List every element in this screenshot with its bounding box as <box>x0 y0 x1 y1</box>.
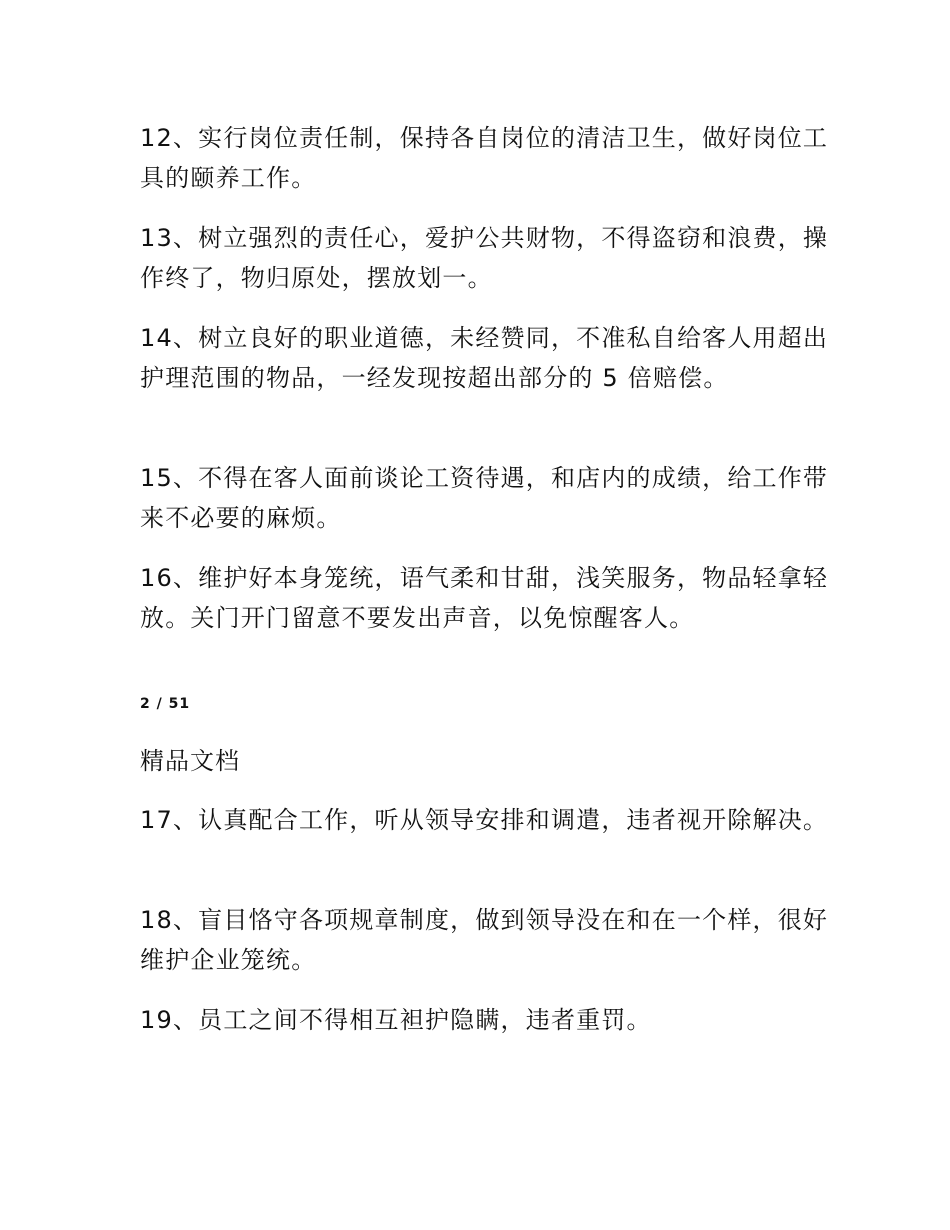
paragraph-13: 13、树立强烈的责任心，爱护公共财物，不得盗窃和浪费，操作终了，物归原处，摆放划一。 <box>140 224 829 292</box>
paragraph-18: 18、盲目恪守各项规章制度，做到领导没在和在一个样，很好维护企业笼统。 <box>140 906 829 974</box>
paragraph-14: 14、树立良好的职业道德，未经赞同，不准私自给客人用超出护理范围的物品，一经发现按超出部分的 5 倍赔偿。 <box>140 324 829 392</box>
page-number: 2 / 51 <box>140 696 191 712</box>
paragraph-12: 12、实行岗位责任制，保持各自岗位的清洁卫生，做好岗位工具的颐养工作。 <box>140 124 829 192</box>
paragraph-19: 19、员工之间不得相互袒护隐瞒，违者重罚。 <box>140 1006 652 1034</box>
paragraph-15: 15、不得在客人面前谈论工资待遇，和店内的成绩，给工作带来不必要的麻烦。 <box>140 464 829 532</box>
document-header-label: 精品文档 <box>140 747 240 775</box>
paragraph-16: 16、维护好本身笼统，语气柔和甘甜，浅笑服务，物品轻拿轻放。关门开门留意不要发出声音，以免惊醒客人。 <box>140 564 829 632</box>
paragraph-17: 17、认真配合工作，听从领导安排和调遣，违者视开除解决。 <box>140 806 829 834</box>
